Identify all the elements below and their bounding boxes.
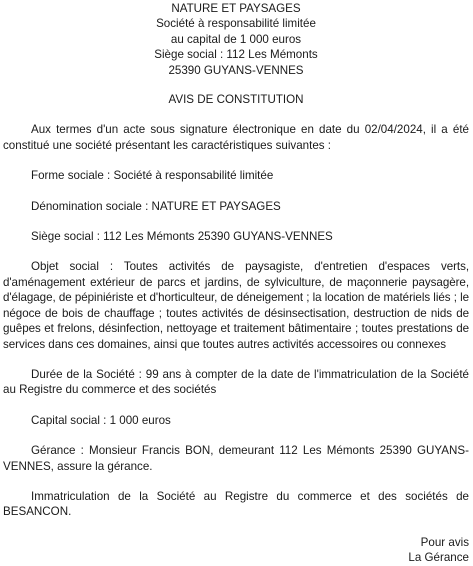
registered-office: Siège social : 112 Les Mémonts 25390 GUYANS-VENNES — [31, 230, 333, 244]
company-header — [3, 0, 469, 78]
intro-paragraph: Aux termes d'un acte sous signature électronique en date du 02/04/2024, il a été constitué une société présentant les caractéristiques suivantes : — [3, 123, 469, 152]
signature-for-notice: Pour avis — [420, 535, 469, 549]
share-capital: Capital social : 1 000 euros — [31, 413, 171, 427]
registration: Immatriculation de la Société au Registre du commerce et des sociétés de BESANCON. — [3, 489, 469, 519]
company-duration: Durée de la Société : 99 ans à compter de la date de l'immatriculation de la Société au Registre du commerce et des sociétés — [3, 367, 469, 397]
company-capital: au capital de 1 000 euros — [170, 32, 302, 46]
signature-management: La Gérance — [408, 551, 469, 565]
company-type: Société à responsabilité limitée — [156, 17, 316, 31]
legal-form: Forme sociale : Société à responsabilité limitée — [31, 169, 274, 183]
company-denomination: Dénomination sociale : NATURE ET PAYSAGES — [31, 199, 281, 213]
notice-title: AVIS DE CONSTITUTION — [168, 93, 304, 107]
management: Gérance : Monsieur Francis BON, demeurant 112 Les Mémonts 25390 GUYANS-VENNES, assure la gérance. — [3, 444, 469, 473]
signature-block — [3, 535, 469, 566]
company-head-office: Siège social : 112 Les Mémonts — [154, 48, 318, 62]
corporate-purpose: Objet social : Toutes activités de paysagiste, d'entretien d'espaces verts, d'aménagement extérieur de parcs et jardins, de sylviculture, de maçonnerie paysagère, d'élagage, de pépiniériste et d'horticulteur, de déneigement ; la location de matériels liés ; le négoce de bois de chauffage ; toutes activités de désinsectisation, destruction de nids de guêpes et frelons, désinfection, nettoyage et traitement bâtimentaire ; toutes prestations de services dans ces domaines, ainsi que toutes autres activités accessoires ou connexes — [3, 260, 469, 351]
company-city: 25390 GUYANS-VENNES — [168, 63, 304, 77]
company-name: NATURE ET PAYSAGES — [171, 2, 301, 15]
